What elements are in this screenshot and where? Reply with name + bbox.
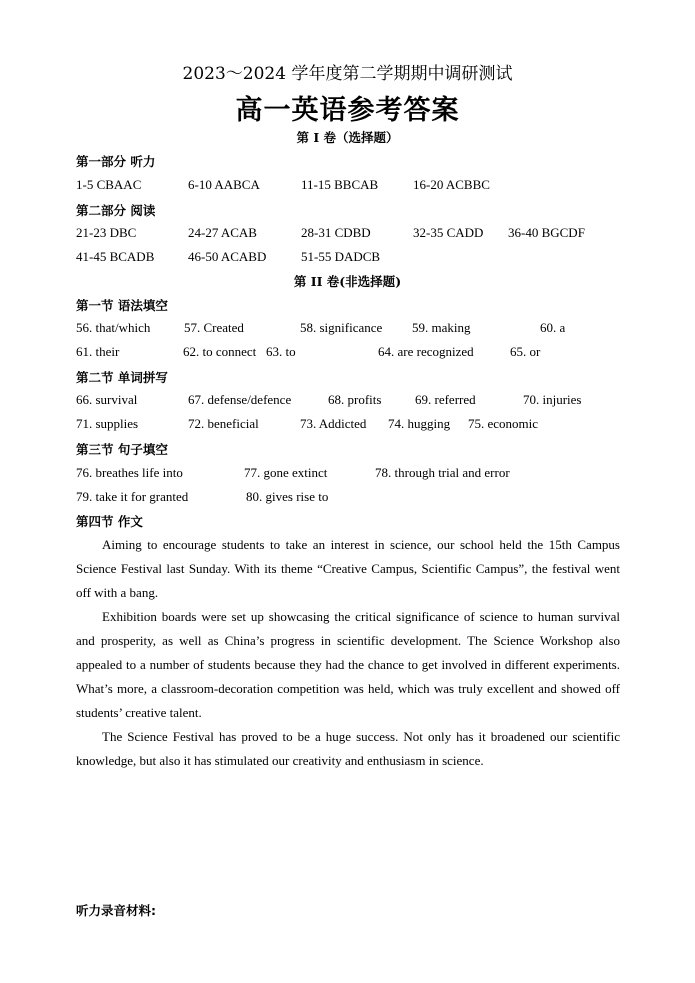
answer-item: 76. breathes life into [76, 465, 183, 480]
answer-group: 6-10 AABCA [188, 177, 260, 192]
answer-item: 68. profits [328, 392, 382, 407]
answer-item: 61. their [76, 344, 120, 359]
essay-paragraph: Aiming to encourage students to take an interest in science, our school held the 15th Campus Science Festival last Sunday. With its theme “Creative Campus, Scientific Campus”, the festival went off with a bang. [76, 537, 620, 600]
answer-group: 21-23 DBC [76, 225, 137, 240]
section4-label: 第四节 作文 [76, 514, 143, 529]
section3-label: 第三节 句子填空 [76, 442, 168, 457]
section2-label: 第二节 单词拼写 [76, 370, 168, 385]
answer-group: 41-45 BCADB [76, 249, 155, 264]
answer-group: 46-50 ACABD [188, 249, 267, 264]
section1-label: 第一节 语法填空 [76, 298, 168, 313]
answer-item: 80. gives rise to [246, 489, 329, 504]
part1-label: 第一部分 听力 [76, 154, 156, 169]
answer-group: 24-27 ACAB [188, 225, 257, 240]
answer-item: 71. supplies [76, 416, 139, 431]
answer-group: 11-15 BBCAB [301, 177, 379, 192]
part2-label: 第二部分 阅读 [76, 203, 156, 218]
answer-item: 64. are recognized [378, 344, 474, 359]
answer-item: 57. Created [184, 320, 244, 335]
answer-item: 74. hugging [388, 416, 451, 431]
answer-item: 59. making [412, 320, 471, 335]
answer-item: 58. significance [300, 320, 383, 335]
answer-item: 60. a [540, 320, 566, 335]
volume1-heading: 第 I 卷（选择题） [296, 130, 399, 145]
answer-item: 73. Addicted [300, 416, 367, 431]
answer-group: 32-35 CADD [413, 225, 484, 240]
answer-item: 69. referred [415, 392, 476, 407]
answer-item: 77. gone extinct [244, 465, 328, 480]
answer-group: 1-5 CBAAC [76, 177, 142, 192]
answer-item: 66. survival [76, 392, 138, 407]
essay-paragraph: The Science Festival has proved to be a huge success. Not only has it broadened our scientific knowledge, but also it has stimulated our creativity and enthusiasm in science. [76, 729, 620, 768]
answer-group: 28-31 CDBD [301, 225, 371, 240]
answer-item: 63. to [266, 344, 296, 359]
answer-group: 16-20 ACBBC [413, 177, 490, 192]
essay-paragraph: Exhibition boards were set up showcasing the critical significance of science to human survival and prosperity, as well as China’s progress in scientific development. The Science Workshop also appealed to a number of students because they had the chance to get involved in different experiments. What’s more, a classroom-decoration competition was held, which was truly excellent and showed off students’ creative talent. [76, 609, 620, 720]
answer-group: 36-40 BGCDF [508, 225, 585, 240]
answer-item: 67. defense/defence [188, 392, 292, 407]
answer-item: 79. take it for granted [76, 489, 189, 504]
answer-item: 78. through trial and error [375, 465, 510, 480]
answer-item: 70. injuries [523, 392, 582, 407]
answer-group: 51-55 DADCB [301, 249, 381, 264]
listening-transcript-label: 听力录音材料: [76, 903, 156, 918]
exam-title: 2023～2024 学年度第二学期期中调研测试 [182, 64, 513, 84]
page-title: 高一英语参考答案 [235, 95, 460, 126]
volume2-heading: 第 II 卷(非选择题) [293, 274, 402, 289]
answer-item: 72. beneficial [188, 416, 259, 431]
answer-item: 65. or [510, 344, 541, 359]
answer-item: 56. that/which [76, 320, 151, 335]
answer-item: 75. economic [468, 416, 539, 431]
answer-item: 62. to connect [183, 344, 257, 359]
